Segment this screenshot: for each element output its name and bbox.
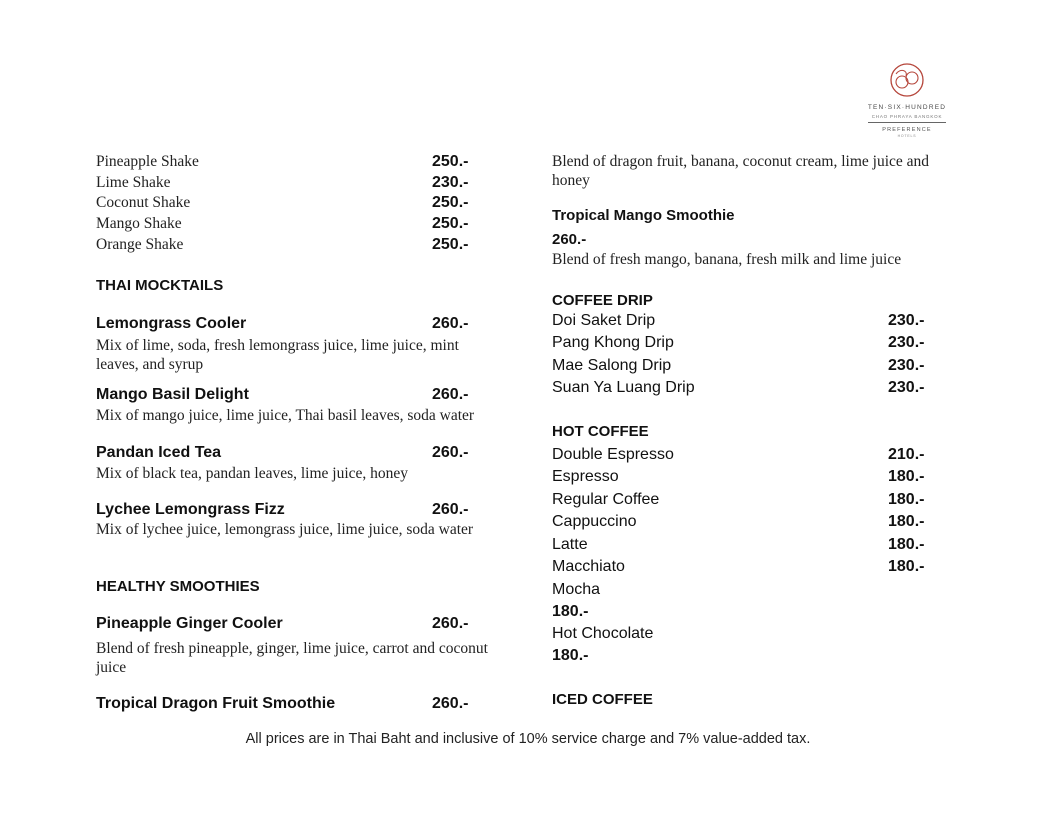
menu-item-name: Pineapple Ginger Cooler <box>96 615 283 632</box>
section-heading: THAI MOCKTAILS <box>96 277 224 294</box>
menu-item-name: Lemongrass Cooler <box>96 315 247 332</box>
menu-item-description: Blend of fresh pineapple, ginger, lime juice, carrot and coconut juice <box>96 640 488 676</box>
menu-item-price: 250.- <box>432 194 469 211</box>
menu-item-price: 250.- <box>432 153 469 170</box>
menu-item-name: Mocha <box>552 581 601 598</box>
menu-item-price: 260.- <box>432 615 469 632</box>
section-heading: COFFEE DRIP <box>552 292 653 309</box>
menu-item-description: Mix of lime, soda, fresh lemongrass juice, lime juice, mint leaves, and syrup <box>96 337 459 373</box>
menu-item-name: Pineapple Shake <box>96 153 199 170</box>
logo-brand-sub: HOTELS <box>897 134 917 138</box>
menu-item-name: Macchiato <box>552 558 625 575</box>
menu-item-name: Mango Basil Delight <box>96 386 249 403</box>
menu-item-name: Tropical Dragon Fruit Smoothie <box>96 695 336 712</box>
menu-item-price: 260.- <box>432 501 469 518</box>
menu-item-name: Tropical Mango Smoothie <box>552 207 735 224</box>
menu-item-price: 180.- <box>888 491 925 508</box>
menu-item-price: 260.- <box>432 386 469 403</box>
menu-item-description: Blend of dragon fruit, banana, coconut cream, lime juice and honey <box>552 153 930 189</box>
menu-item-price: 210.- <box>888 446 925 463</box>
menu-item-price: 180.- <box>552 603 589 620</box>
menu-item-price: 230.- <box>888 379 925 396</box>
menu-item-name: Mae Salong Drip <box>552 357 672 374</box>
menu-item-name: Cappuccino <box>552 513 637 530</box>
logo-subtitle: CHAO PHRAYA BANGKOK <box>871 114 943 119</box>
menu-item-price: 180.- <box>888 558 925 575</box>
section-heading: HOT COFFEE <box>552 423 649 440</box>
section-heading: HEALTHY SMOOTHIES <box>96 578 260 595</box>
menu-item-price: 260.- <box>432 444 469 461</box>
menu-item-description: Mix of mango juice, lime juice, Thai basil leaves, soda water <box>96 407 475 424</box>
menu-item-description: Mix of black tea, pandan leaves, lime juice, honey <box>96 465 409 482</box>
menu-item-name: Double Espresso <box>552 446 674 463</box>
menu-item-name: Regular Coffee <box>552 491 660 508</box>
menu-item-price: 230.- <box>888 312 925 329</box>
menu-item-price: 260.- <box>552 231 587 248</box>
price-footnote: All prices are in Thai Baht and inclusive of 10% service charge and 7% value-added tax. <box>245 731 811 747</box>
menu-item-price: 180.- <box>888 513 925 530</box>
menu-item-name: Orange Shake <box>96 236 184 253</box>
menu-item-name: Suan Ya Luang Drip <box>552 379 695 396</box>
menu-item-name: Hot Chocolate <box>552 625 654 642</box>
menu-item-description: Blend of fresh mango, banana, fresh milk and lime juice <box>552 251 902 268</box>
menu-item-name: Doi Saket Drip <box>552 312 656 329</box>
menu-item-price: 180.- <box>888 536 925 553</box>
menu-item-price: 260.- <box>432 315 469 332</box>
menu-item-price: 180.- <box>888 468 925 485</box>
menu-item-price: 260.- <box>432 695 469 712</box>
menu-item-name: Latte <box>552 536 588 553</box>
menu-item-price: 180.- <box>552 647 589 664</box>
section-heading: ICED COFFEE <box>552 691 653 708</box>
menu-item-price: 250.- <box>432 215 469 232</box>
menu-item-name: Coconut Shake <box>96 194 191 211</box>
menu-item-price: 230.- <box>888 334 925 351</box>
menu-item-name: Pandan Iced Tea <box>96 444 222 461</box>
logo-divider <box>868 122 946 123</box>
menu-item-name: Pang Khong Drip <box>552 334 674 351</box>
menu-item-name: Espresso <box>552 468 619 485</box>
menu-item-price: 230.- <box>432 174 469 191</box>
menu-item-name: Lime Shake <box>96 174 171 191</box>
menu-item-price: 230.- <box>888 357 925 374</box>
menu-item-name: Lychee Lemongrass Fizz <box>96 501 285 518</box>
logo-brand: PREFERENCE <box>882 127 932 133</box>
menu-item-name: Mango Shake <box>96 215 182 232</box>
menu-item-price: 250.- <box>432 236 469 253</box>
logo-name: TEN·SIX·HUNDRED <box>867 104 947 111</box>
menu-item-description: Mix of lychee juice, lemongrass juice, lime juice, soda water <box>96 521 474 538</box>
